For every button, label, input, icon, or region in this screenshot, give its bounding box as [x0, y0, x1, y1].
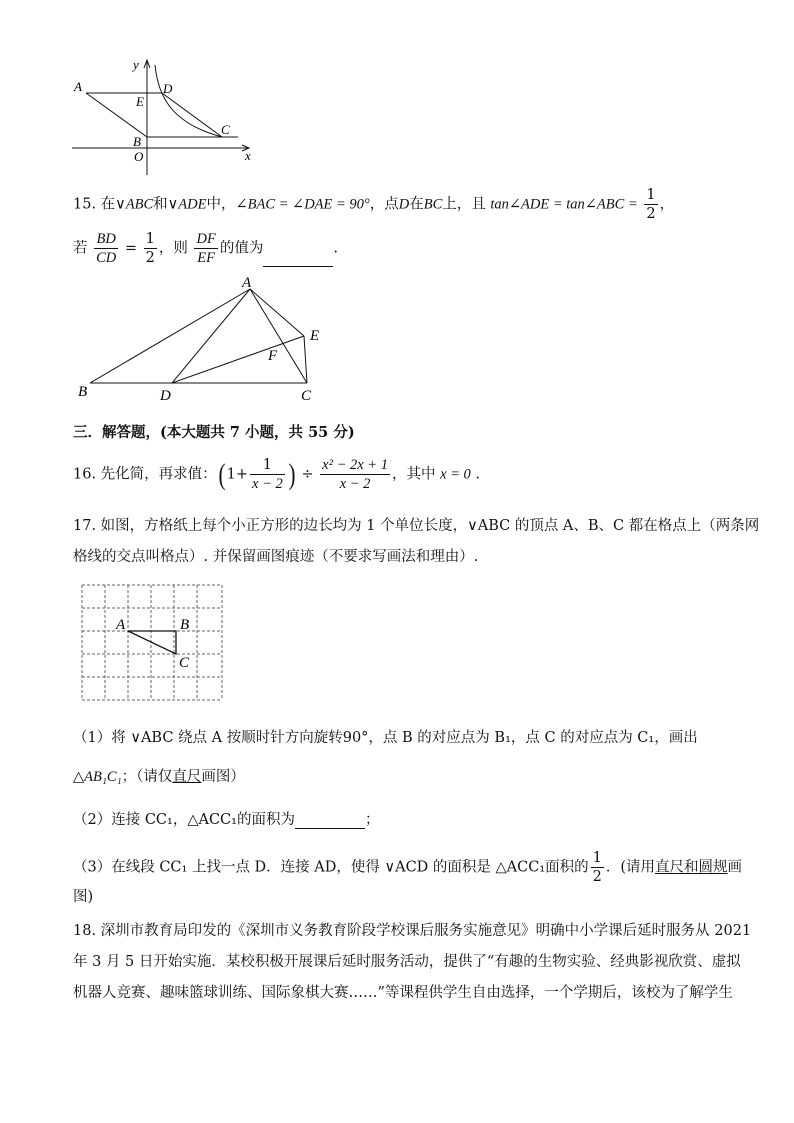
fig15-label-F: F [268, 348, 278, 364]
fig15-label-B: B [78, 384, 88, 400]
q17-part1-line1: （1）将 ∨ABC 绕点 A 按顺时针方向旋转90°，点 B 的对应点为 B₁，点 C 的对应点为 C₁，画出 [73, 730, 698, 746]
q17-part3-line1: （3）在线段 CC₁ 上找一点 D．连接 AD，使得 ∨ACD 的面积是 △ACC₁面积的 $\frac{1}{2}$ ．(请用直尺和圆规画 [73, 850, 743, 886]
q15-line2: 若 $\frac{BD}{CD}$ = $\frac{1}{2}$ ，则 $\frac{DF}{EF}$ 的值为 . [73, 231, 338, 267]
hyperbola-curve [155, 65, 222, 137]
answer-blank-q17-2[interactable] [295, 812, 365, 829]
fig14-label-y: y [133, 57, 139, 72]
fraction-one-half-c: $\frac{1}{2}$ [592, 850, 602, 886]
q17-line2: 格线的交点叫格点）. 并保留画图痕迹（不要求写画法和理由）. [73, 549, 479, 565]
fraction-BD-CD: $\frac{BD}{CD}$ [96, 231, 117, 267]
figure-q15 [70, 270, 340, 410]
fig14-label-B: B [133, 134, 141, 149]
fraction-DF-EF: $\frac{DF}{EF}$ [196, 231, 216, 267]
grid-label-B: B [180, 617, 190, 633]
q18-line3: 机器人竞赛、趣味篮球训练、国际象棋大赛……”等课程供学生自由选择，一个学期后，该校为了解学生 [73, 985, 733, 1001]
q16-line: 16. 先化简，再求值：( 1+ $\frac{1}{x - 2}$ ) ÷ $\frac{\text{x² − 2x + 1}}{x - 2}$ ，其中 x = 0 . [73, 457, 481, 493]
q17-part2: （2）连接 CC₁，△ACC₁的面积为 ； [73, 812, 380, 828]
segment-AB [90, 289, 250, 383]
fig14-label-E: E [136, 94, 144, 109]
fraction-one-half: $\frac{1}{2}$ [646, 187, 656, 223]
q17-part3-line2: 图) [73, 889, 94, 905]
answer-blank-q15[interactable] [263, 250, 333, 267]
fig15-label-A: A [242, 275, 252, 291]
q16-number: 16. [73, 466, 97, 483]
fraction-one-half-b: $\frac{1}{2}$ [145, 231, 155, 267]
fig14-label-D: D [163, 81, 173, 96]
q18-line2: 年 3 月 5 日开始实施．某校积极开展课后延时服务活动，提供了“有趣的生物实验、经典影视欣赏、虚拟 [73, 954, 741, 970]
q15-line1: 15. 在∨ABC和∨ADE中，∠BAC = ∠DAE = 90°，点D在BC上，且 tan∠ADE = tan∠ABC = $\frac{1}{2}$ ， [73, 187, 675, 223]
fraction-1-over-x-2: $\frac{1}{x - 2}$ [252, 457, 283, 493]
q18-line1: 18. 深圳市教育局印发的《深圳市义务教育阶段学校课后服务实施意见》明确中小学课后延时服务从 2021 [73, 923, 752, 939]
fig14-label-C: C [221, 122, 230, 137]
figure-q14 [66, 55, 266, 175]
fig15-label-E: E [310, 328, 320, 344]
grid-label-A: A [116, 617, 126, 633]
fig14-label-O: O [134, 149, 144, 164]
fig15-label-C: C [301, 388, 312, 404]
segment-EC [304, 336, 307, 383]
segment-AE [250, 289, 304, 336]
fraction-poly: $\frac{\text{x² − 2x + 1}}{x - 2}$ [322, 457, 388, 493]
grid-label-C: C [179, 655, 190, 671]
triangle-ABC [128, 631, 176, 654]
section-3-title: 三．解答题，(本大题共 7 小题，共 55 分) [73, 424, 355, 441]
segment-DC [162, 93, 222, 137]
fig14-label-x: x [245, 148, 251, 163]
figure-q17-grid [80, 583, 226, 703]
segment-AC [250, 289, 307, 383]
q17-part1-line2: △AB₁C₁；（请仅直尺画图） [73, 769, 245, 785]
q15-number: 15. [73, 196, 97, 213]
fig15-label-D: D [160, 388, 171, 404]
q17-line1: 17. 如图，方格纸上每个小正方形的边长均为 1 个单位长度，∨ABC 的顶点 A、B、C 都在格点上（两条网 [73, 518, 760, 534]
fig14-label-A: A [74, 79, 82, 94]
